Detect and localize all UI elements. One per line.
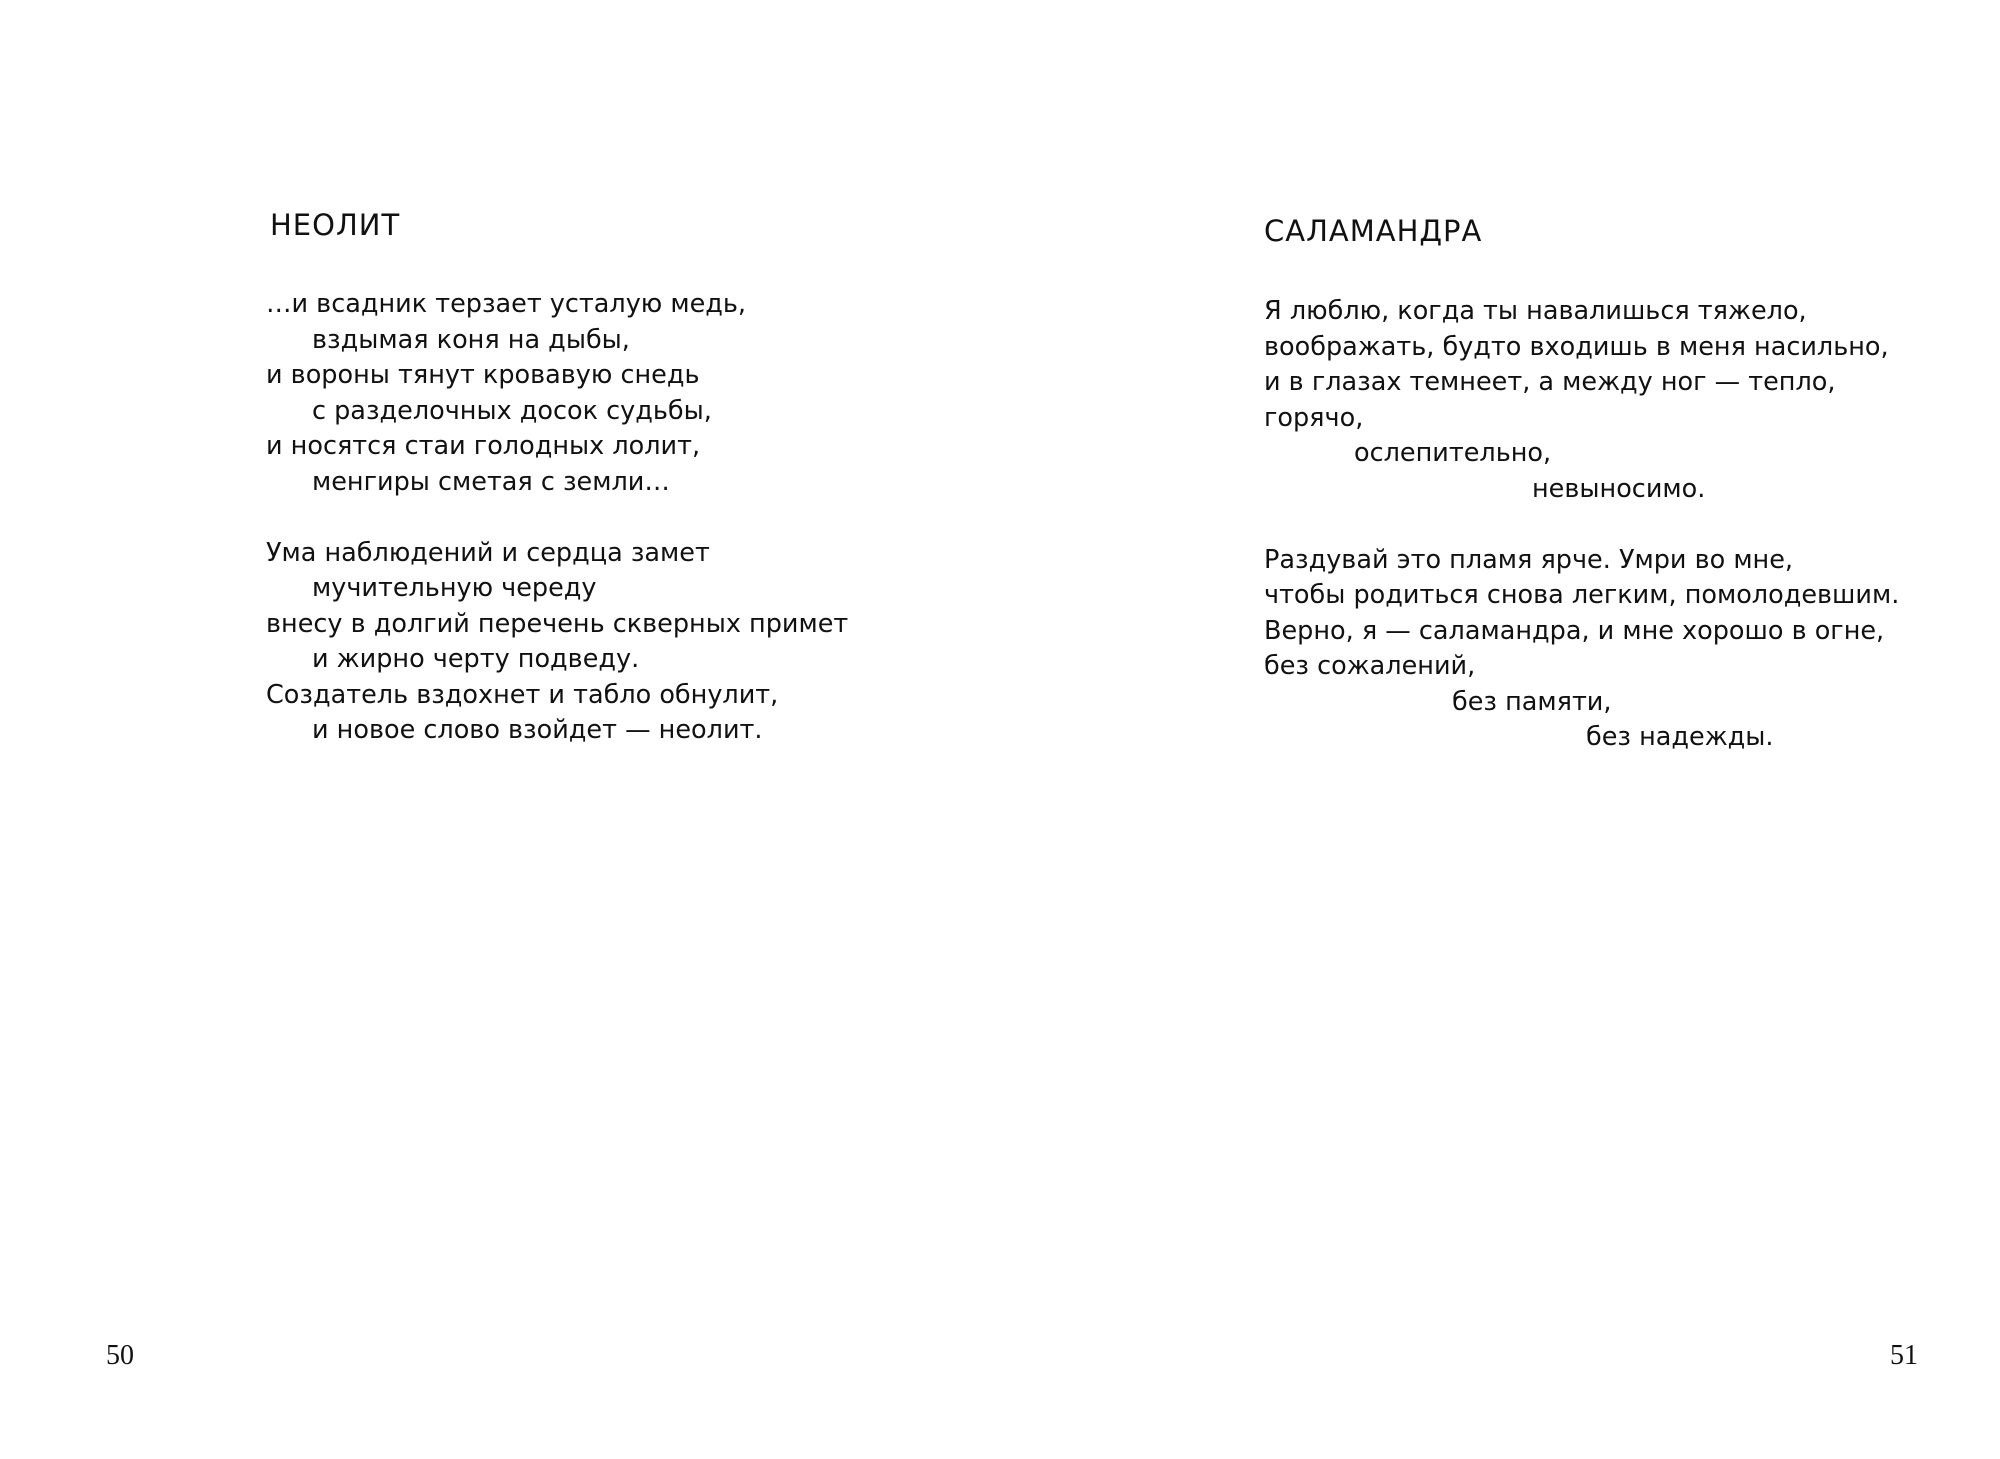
stanza bbox=[1264, 543, 1899, 756]
stanza bbox=[266, 287, 848, 500]
poem-line: чтобы родиться снова легким, помолодевшим. bbox=[1264, 580, 1900, 610]
poem-line: и жирно черту подведу. bbox=[312, 644, 640, 674]
page-number: 50 bbox=[106, 1340, 134, 1371]
poem-line: без надежды. bbox=[1586, 722, 1774, 752]
poem-body bbox=[266, 287, 848, 749]
poem-line: и носятся стаи голодных лолит, bbox=[266, 431, 701, 461]
poem-title: НЕОЛИТ bbox=[270, 208, 401, 242]
stanza-break bbox=[1264, 507, 1899, 543]
poem-line: …и всадник терзает усталую медь, bbox=[266, 289, 747, 319]
stanza bbox=[1264, 294, 1899, 507]
poem-line: воображать, будто входишь в меня насильно, bbox=[1264, 331, 1889, 362]
poem-line: и вороны тянут кровавую снедь bbox=[266, 360, 700, 390]
poem-line: ослепительно, bbox=[1354, 438, 1552, 468]
poem-line: Создатель вздохнет и табло обнулит, bbox=[266, 679, 779, 710]
poem-line: и новое слово взойдет — неолит. bbox=[312, 715, 763, 745]
poem-body bbox=[1264, 294, 1899, 756]
poem-title: САЛАМАНДРА bbox=[1264, 214, 1483, 248]
poem-line: Верно, я — саламандра, и мне хорошо в огне, bbox=[1264, 615, 1885, 646]
poem-line: менгиры сметая с земли… bbox=[312, 466, 670, 497]
poem-line: с разделочных досок судьбы, bbox=[312, 395, 712, 426]
poem-line: невыносимо. bbox=[1532, 473, 1706, 504]
stanza bbox=[266, 536, 848, 749]
poem-line: внесу в долгий перечень скверных примет bbox=[266, 608, 849, 639]
poem-line: без памяти, bbox=[1452, 686, 1612, 717]
stanza-break bbox=[266, 500, 848, 536]
poem-line: вздымая коня на дыбы, bbox=[312, 324, 630, 355]
poem-line: горячо, bbox=[1264, 402, 1364, 433]
poem-line: Раздувай это пламя ярче. Умри во мне, bbox=[1264, 544, 1794, 575]
poem-line: без сожалений, bbox=[1264, 651, 1476, 681]
poem-line: Я люблю, когда ты навалишься тяжело, bbox=[1264, 296, 1807, 326]
poem-line: мучительную череду bbox=[312, 573, 597, 603]
poem-line: Ума наблюдений и сердца замет bbox=[266, 537, 710, 568]
right-page bbox=[1000, 0, 2000, 1459]
poem-line: и в глазах темнеет, а между ног — тепло, bbox=[1264, 367, 1836, 397]
page-number: 51 bbox=[1890, 1340, 1918, 1371]
